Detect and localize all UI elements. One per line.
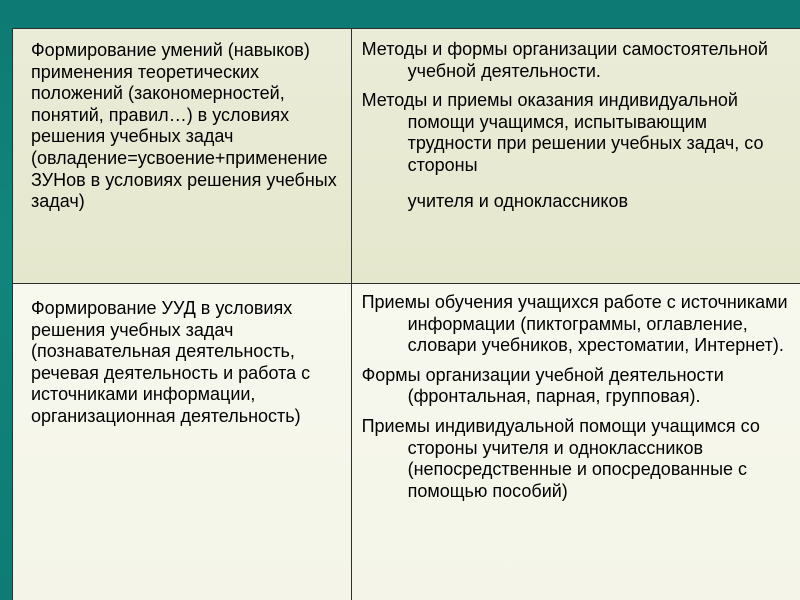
- table-cell-methods: [352, 284, 800, 600]
- goal-text: Формирование умений (навыков) применения теоретических положений (закономерностей, понятий, правил…) в условиях решения учебных задач (овладение=усвоение+применение ЗУНов в условиях решения учебных задач): [31, 40, 337, 212]
- methods-paragraph: Методы и формы организации самостоятельной учебной деятельности.: [361, 39, 768, 81]
- goal-text: Формирование УУД в условиях решения учебных задач (познавательная деятельность, речевая деятельность и работа с источниками информации, организационная деятельность): [31, 298, 311, 426]
- table-cell-goal: [13, 284, 352, 600]
- methods-paragraph: Формы организации учебной деятельности (фронтальная, парная, групповая).: [361, 364, 724, 407]
- table-row: [13, 284, 800, 600]
- table-cell-methods: [352, 29, 800, 283]
- table-row: [13, 29, 800, 284]
- methods-paragraph: Приемы обучения учащихся работе с источниками информации (пиктограммы, оглавление, словари учебников, хрестоматии, Интернет).: [361, 292, 788, 356]
- table-cell-goal: [13, 29, 352, 283]
- content-table: [12, 28, 800, 600]
- methods-paragraph: Методы и приемы оказания индивидуальной помощи учащимся, испытывающим трудности при решении учебных задач, со стороны: [361, 90, 764, 175]
- methods-paragraph: Приемы индивидуальной помощи учащимся со стороны учителя и одноклассников (непосредственные и опосредованные с помощью пособий): [361, 415, 760, 501]
- methods-paragraph-tail: учителя и одноклассников: [407, 190, 629, 211]
